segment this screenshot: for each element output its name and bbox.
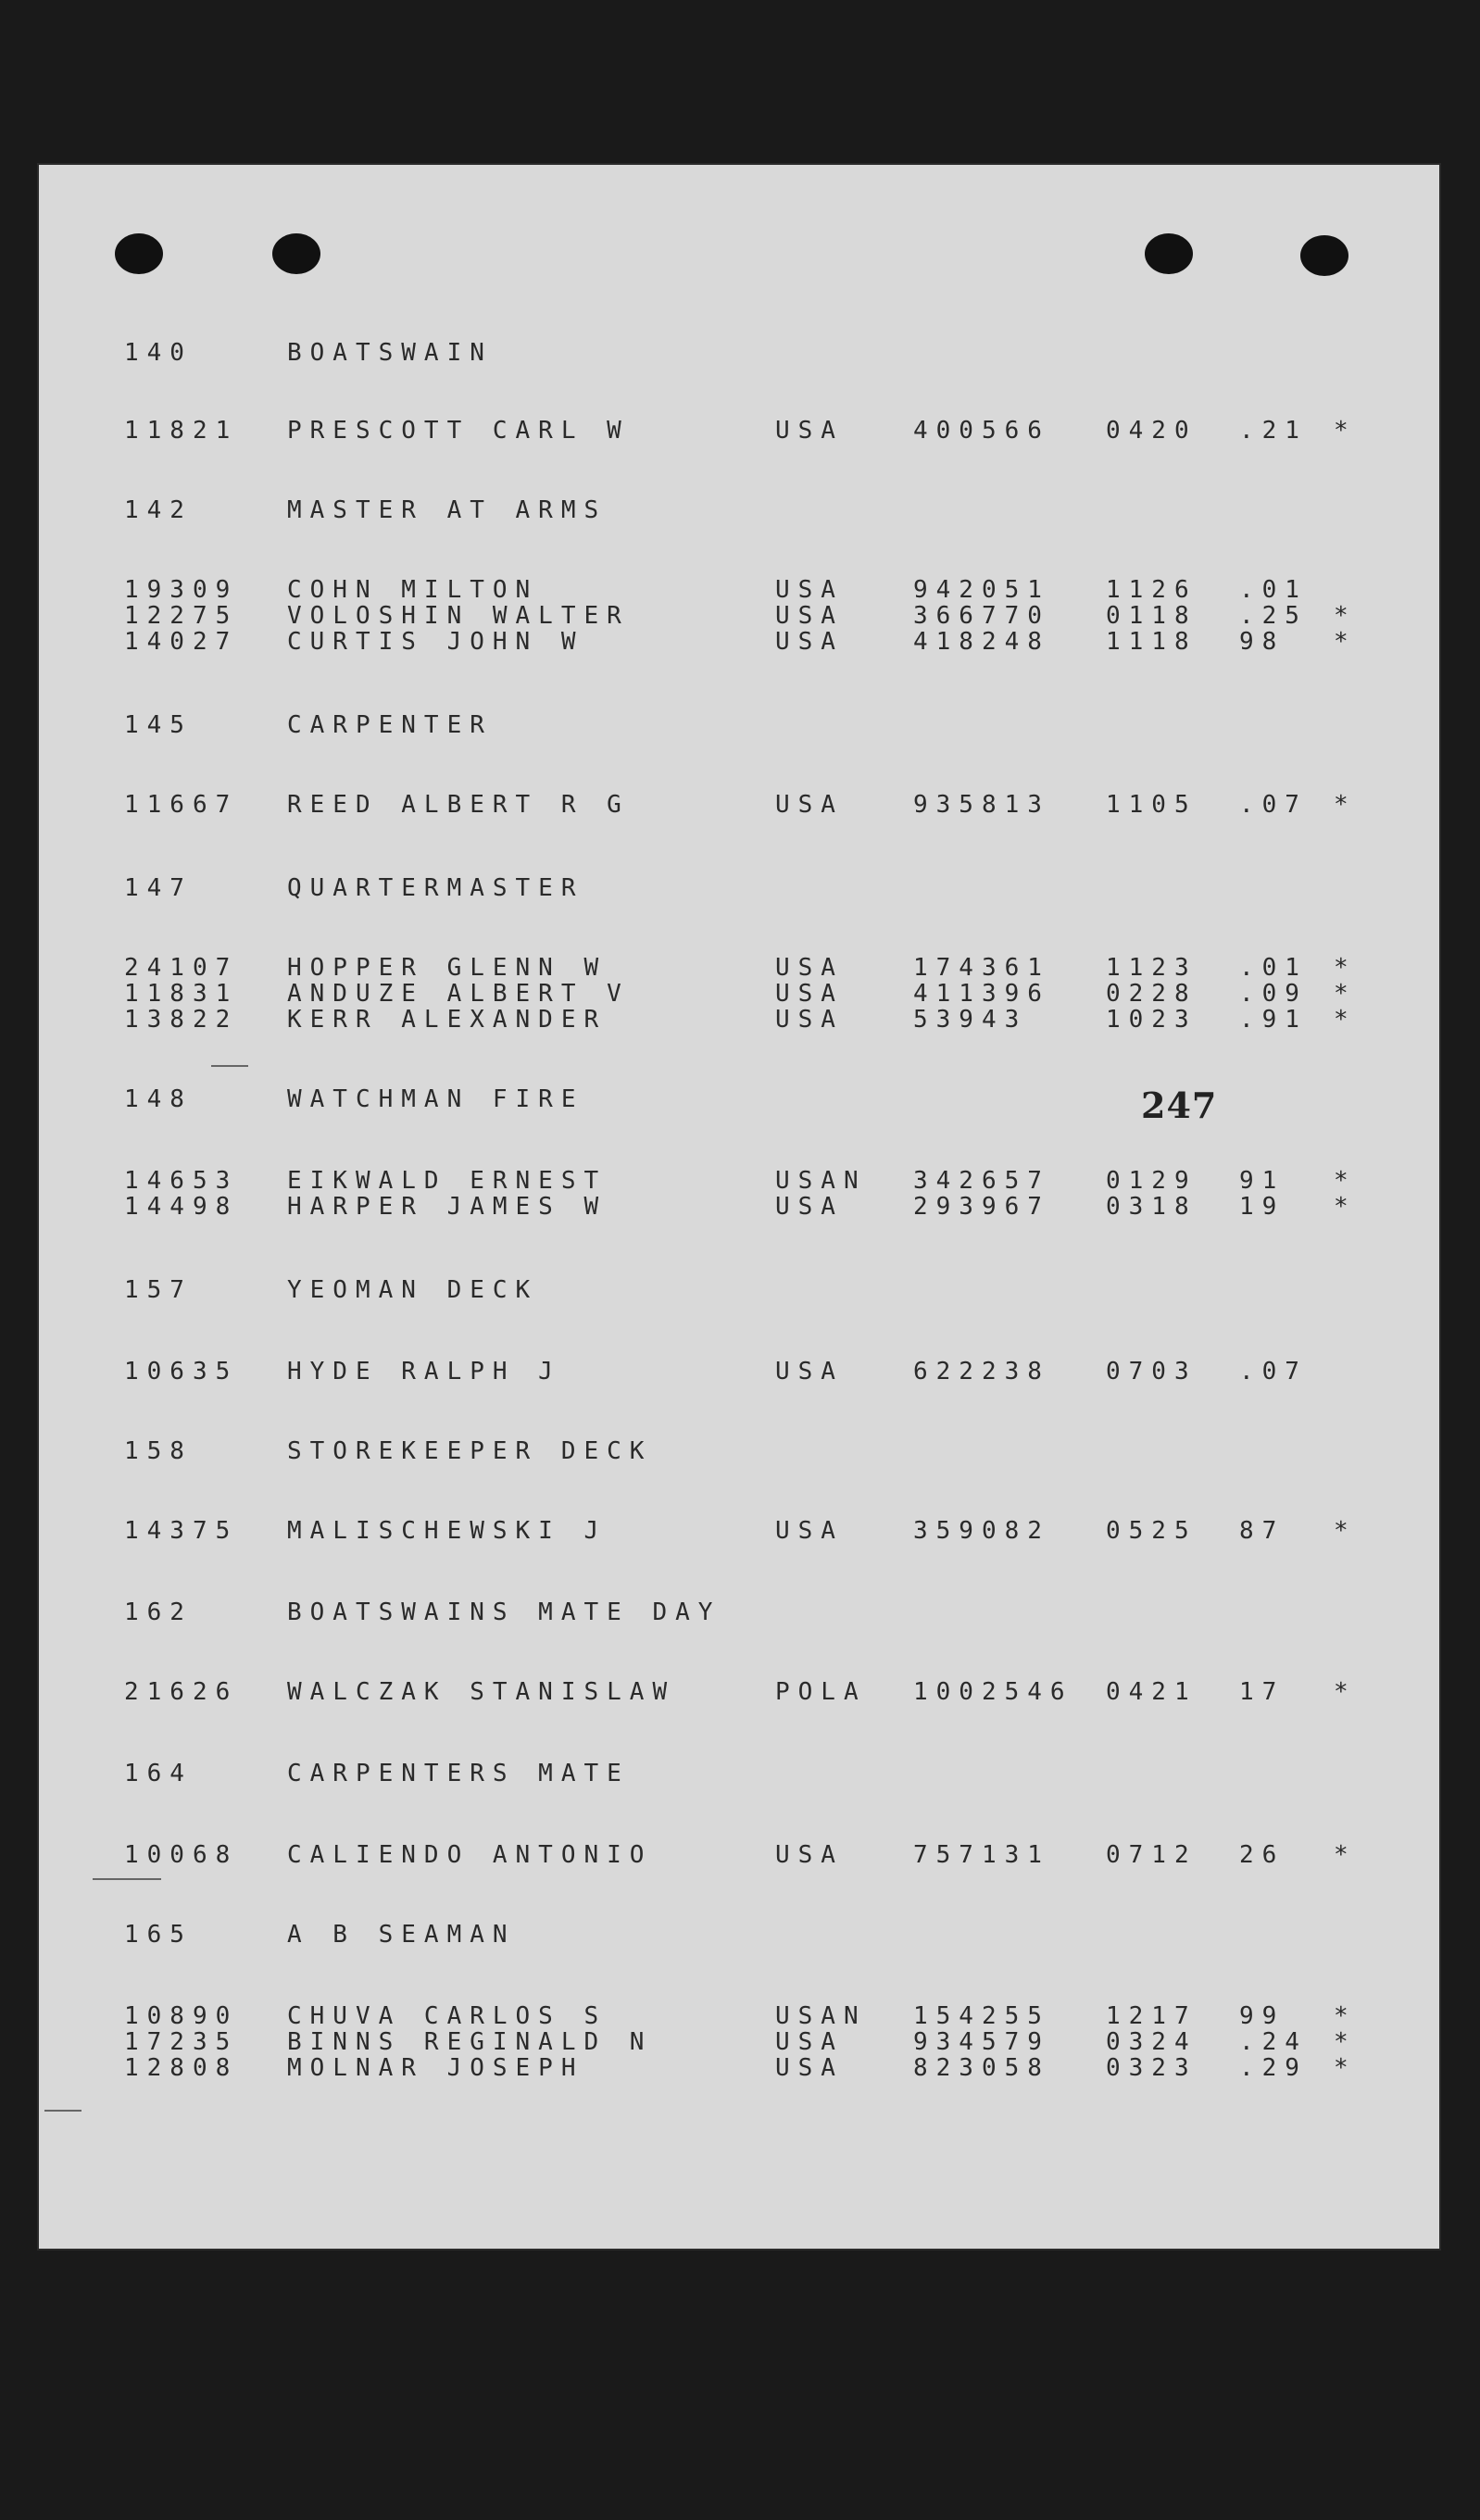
punch-hole	[115, 233, 163, 274]
nationality: USA	[775, 1358, 844, 1385]
value-code: 91	[1239, 1167, 1286, 1195]
flag-mark: *	[1334, 1167, 1357, 1195]
flag-mark: *	[1334, 628, 1357, 656]
flag-mark: *	[1334, 2028, 1357, 2056]
nationality: POLA	[775, 1678, 867, 1706]
date-code: 1023	[1106, 1006, 1198, 1034]
section-title: A B SEAMAN	[287, 1921, 516, 1949]
nationality: USA	[775, 1006, 844, 1034]
crew-id: 14653	[124, 1167, 239, 1195]
crew-id: 12808	[124, 2054, 239, 2082]
certificate-number: 622238	[913, 1358, 1050, 1385]
punch-hole	[1145, 233, 1193, 274]
nationality: USA	[775, 602, 844, 630]
crew-name: KERR ALEXANDER	[287, 1006, 608, 1034]
section-title: QUARTERMASTER	[287, 874, 584, 902]
value-code: 17	[1239, 1678, 1286, 1706]
flag-mark: *	[1334, 1678, 1357, 1706]
punch-hole	[272, 233, 320, 274]
crew-name: ANDUZE ALBERT V	[287, 980, 630, 1008]
date-code: 0118	[1106, 602, 1198, 630]
flag-mark: *	[1334, 2054, 1357, 2082]
section-code: 140	[124, 339, 193, 367]
value-code: .21	[1239, 417, 1308, 445]
crew-id: 17235	[124, 2028, 239, 2056]
section-title: CARPENTERS MATE	[287, 1760, 630, 1787]
crew-id: 11821	[124, 417, 239, 445]
certificate-number: 823058	[913, 2054, 1050, 2082]
section-code: 158	[124, 1437, 193, 1465]
crew-id: 10635	[124, 1358, 239, 1385]
date-code: 0323	[1106, 2054, 1198, 2082]
section-code: 162	[124, 1599, 193, 1626]
certificate-number: 293967	[913, 1193, 1050, 1221]
document-page	[39, 165, 1439, 2249]
value-code: .07	[1239, 791, 1308, 819]
certificate-number: 154255	[913, 2002, 1050, 2030]
crew-id: 13822	[124, 1006, 239, 1034]
crew-name: REED ALBERT R G	[287, 791, 630, 819]
certificate-number: 942051	[913, 576, 1050, 604]
crew-name: MALISCHEWSKI J	[287, 1517, 608, 1545]
section-title: WATCHMAN FIRE	[287, 1085, 584, 1113]
crew-id: 14498	[124, 1193, 239, 1221]
flag-mark: *	[1334, 1841, 1357, 1869]
value-code: .01	[1239, 576, 1308, 604]
flag-mark: *	[1334, 1517, 1357, 1545]
crew-name: HYDE RALPH J	[287, 1358, 561, 1385]
nationality: USA	[775, 628, 844, 656]
certificate-number: 1002546	[913, 1678, 1073, 1706]
value-code: .24	[1239, 2028, 1308, 2056]
crew-name: BINNS REGINALD N	[287, 2028, 653, 2056]
section-code: 145	[124, 711, 193, 739]
nationality: USA	[775, 2028, 844, 2056]
nationality: USA	[775, 1193, 844, 1221]
date-code: 0420	[1106, 417, 1198, 445]
value-code: 87	[1239, 1517, 1286, 1545]
nationality: USA	[775, 576, 844, 604]
certificate-number: 411396	[913, 980, 1050, 1008]
value-code: 99	[1239, 2002, 1286, 2030]
crew-name: CURTIS JOHN W	[287, 628, 584, 656]
date-code: 0525	[1106, 1517, 1198, 1545]
certificate-number: 934579	[913, 2028, 1050, 2056]
date-code: 1217	[1106, 2002, 1198, 2030]
section-code: 148	[124, 1085, 193, 1113]
crew-id: 11831	[124, 980, 239, 1008]
section-code: 157	[124, 1276, 193, 1304]
crew-id: 14375	[124, 1517, 239, 1545]
flag-mark: *	[1334, 1193, 1357, 1221]
date-code: 0318	[1106, 1193, 1198, 1221]
crew-id: 14027	[124, 628, 239, 656]
date-code: 0228	[1106, 980, 1198, 1008]
certificate-number: 935813	[913, 791, 1050, 819]
ink-mark	[93, 1878, 161, 1880]
crew-name: CALIENDO ANTONIO	[287, 1841, 653, 1869]
certificate-number: 418248	[913, 628, 1050, 656]
section-title: BOATSWAINS MATE DAY	[287, 1599, 721, 1626]
date-code: 0712	[1106, 1841, 1198, 1869]
certificate-number: 359082	[913, 1517, 1050, 1545]
certificate-number: 400566	[913, 417, 1050, 445]
crew-name: VOLOSHIN WALTER	[287, 602, 630, 630]
crew-id: 12275	[124, 602, 239, 630]
nationality: USAN	[775, 2002, 867, 2030]
value-code: .09	[1239, 980, 1308, 1008]
certificate-number: 342657	[913, 1167, 1050, 1195]
crew-id: 21626	[124, 1678, 239, 1706]
value-code: .01	[1239, 954, 1308, 982]
date-code: 1105	[1106, 791, 1198, 819]
flag-mark: *	[1334, 980, 1357, 1008]
flag-mark: *	[1334, 791, 1357, 819]
section-code: 165	[124, 1921, 193, 1949]
certificate-number: 366770	[913, 602, 1050, 630]
crew-id: 24107	[124, 954, 239, 982]
nationality: USA	[775, 791, 844, 819]
section-code: 142	[124, 496, 193, 524]
ink-mark	[211, 1065, 248, 1067]
nationality: USA	[775, 417, 844, 445]
crew-name: EIKWALD ERNEST	[287, 1167, 608, 1195]
section-code: 164	[124, 1760, 193, 1787]
nationality: USA	[775, 954, 844, 982]
value-code: .25	[1239, 602, 1308, 630]
section-title: MASTER AT ARMS	[287, 496, 608, 524]
date-code: 1123	[1106, 954, 1198, 982]
nationality: USA	[775, 1841, 844, 1869]
crew-name: WALCZAK STANISLAW	[287, 1678, 676, 1706]
crew-name: CHUVA CARLOS S	[287, 2002, 608, 2030]
flag-mark: *	[1334, 602, 1357, 630]
section-title: YEOMAN DECK	[287, 1276, 539, 1304]
date-code: 1126	[1106, 576, 1198, 604]
section-title: CARPENTER	[287, 711, 493, 739]
crew-id: 10890	[124, 2002, 239, 2030]
flag-mark: *	[1334, 417, 1357, 445]
date-code: 0129	[1106, 1167, 1198, 1195]
crew-id: 10068	[124, 1841, 239, 1869]
certificate-number: 174361	[913, 954, 1050, 982]
value-code: 26	[1239, 1841, 1286, 1869]
certificate-number: 757131	[913, 1841, 1050, 1869]
crew-name: PRESCOTT CARL W	[287, 417, 630, 445]
section-title: BOATSWAIN	[287, 339, 493, 367]
flag-mark: *	[1334, 2002, 1357, 2030]
section-title: STOREKEEPER DECK	[287, 1437, 653, 1465]
crew-name: MOLNAR JOSEPH	[287, 2054, 584, 2082]
date-code: 0324	[1106, 2028, 1198, 2056]
date-code: 1118	[1106, 628, 1198, 656]
date-code: 0703	[1106, 1358, 1198, 1385]
value-code: 19	[1239, 1193, 1286, 1221]
crew-id: 11667	[124, 791, 239, 819]
nationality: USA	[775, 1517, 844, 1545]
ink-mark	[44, 2110, 82, 2112]
nationality: USA	[775, 2054, 844, 2082]
crew-name: HOPPER GLENN W	[287, 954, 608, 982]
page-number-stamp: 247	[1141, 1084, 1218, 1126]
crew-name: COHN MILTON	[287, 576, 539, 604]
crew-id: 19309	[124, 576, 239, 604]
value-code: .07	[1239, 1358, 1308, 1385]
value-code: .91	[1239, 1006, 1308, 1034]
nationality: USAN	[775, 1167, 867, 1195]
value-code: 98	[1239, 628, 1286, 656]
flag-mark: *	[1334, 954, 1357, 982]
nationality: USA	[775, 980, 844, 1008]
crew-name: HARPER JAMES W	[287, 1193, 608, 1221]
certificate-number: 53943	[913, 1006, 1028, 1034]
value-code: .29	[1239, 2054, 1308, 2082]
date-code: 0421	[1106, 1678, 1198, 1706]
section-code: 147	[124, 874, 193, 902]
punch-hole	[1300, 235, 1348, 276]
flag-mark: *	[1334, 1006, 1357, 1034]
